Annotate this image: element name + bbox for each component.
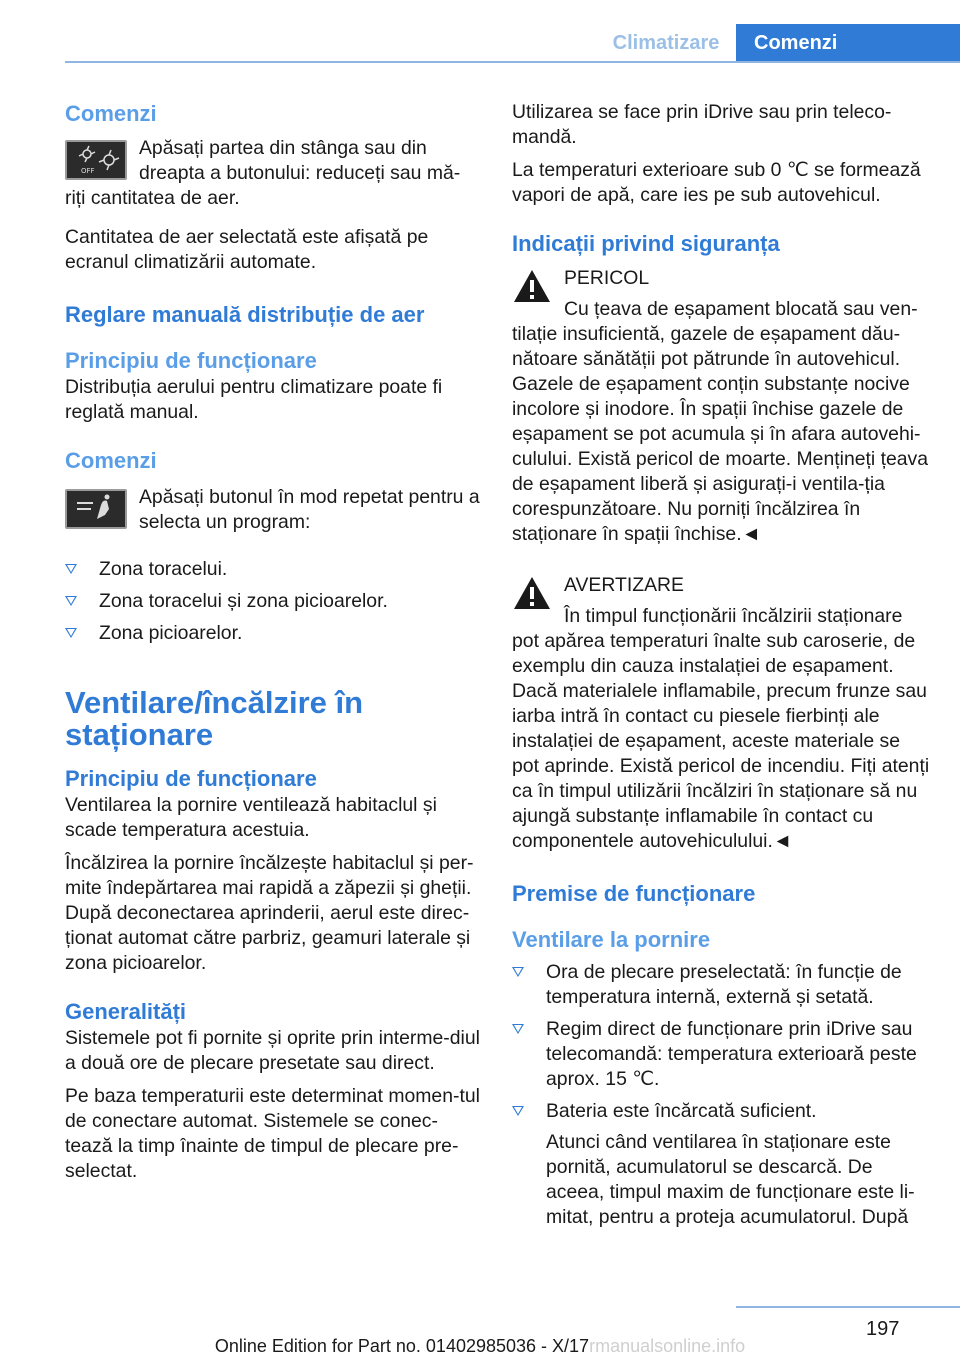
heading-comenzi-1: Comenzi (65, 101, 157, 126)
right-column (512, 100, 930, 1237)
bullet-triangle-icon (512, 967, 524, 977)
bullet-triangle-icon (65, 628, 77, 638)
utilizare-text-2: La temperaturi exterioare sub 0 ℃ se formează vapori de apă, care ies pe sub autovehicul. (512, 159, 921, 206)
section-tab[interactable]: Climatizare (612, 32, 720, 54)
ventilare-text-2: Încălzirea la pornire încălzește habitaclul și per-mite îndepărtarea mai rapidă a zăpezii și gheții. După deconectarea aprinderii, aerul este direc-ționat automat către parbriz, geamuri laterale și zona picioarelor. (65, 852, 474, 974)
warning-title: AVERTIZARE (564, 574, 684, 596)
heading-principiu-1: Principiu de funcționare (65, 348, 317, 373)
watermark: rmanualsonline.info (589, 1336, 746, 1356)
active-tab[interactable]: Comenzi (736, 24, 960, 62)
danger-title: PERICOL (564, 267, 650, 289)
warning-notice (512, 573, 930, 854)
edition-text: Online Edition for Part no. 01402985036 - X/17 (214, 1336, 590, 1356)
heading-reglare: Reglare manuală distribuție de aer (65, 302, 425, 327)
heading-principiu-2: Principiu de funcționare (65, 766, 317, 791)
air-distribution-button-icon (65, 489, 127, 529)
bullet-triangle-icon (65, 564, 77, 574)
list-item: Zona picioarelor. (65, 621, 480, 646)
left-column (65, 100, 480, 1184)
air-amount-block (65, 136, 480, 211)
warning-triangle-icon (512, 575, 552, 611)
heading-ventilare: Ventilare/încălzire în staționare (65, 685, 364, 752)
heading-ventilare-pornire: Ventilare la pornire (512, 927, 711, 952)
distribution-list (65, 557, 480, 646)
header-rule (65, 61, 960, 63)
warning-triangle-icon (512, 268, 552, 304)
cantitate-text: Cantitatea de aer selectată este afișată pe ecranul climatizării automate. (65, 226, 429, 273)
generalitati-text-1: Sistemele pot fi pornite și oprite prin interme-diul a două ore de plecare presetate sau direct. (65, 1027, 480, 1074)
comenzi-1-text: Apăsați partea din stânga sau din dreapta a butonului: reduceți sau mă-riți cantitatea de aer. (65, 137, 461, 209)
danger-notice (512, 266, 930, 547)
list-item: Regim direct de funcționare prin iDrive sau telecomandă: temperatura exterioară peste aprox. 15 ℃. (512, 1017, 930, 1092)
footer-rule (736, 1306, 960, 1308)
svg-text:OFF: OFF (81, 167, 95, 175)
bullet-triangle-icon (512, 1024, 524, 1034)
heading-siguranta: Indicații privind siguranța (512, 231, 780, 256)
bullet-triangle-icon (65, 596, 77, 606)
heading-comenzi-2: Comenzi (65, 448, 157, 473)
bullet-triangle-icon (512, 1106, 524, 1116)
baterie-text: Atunci când ventilarea în staționare este pornită, acumulatorul se descarcă. De aceea, timpul maxim de funcționare este li-mitat, pentru a proteja acumulatorul. După (546, 1131, 915, 1228)
edition-footer (0, 1336, 960, 1357)
list-item: Zona toracelui. (65, 557, 480, 582)
page-header (0, 0, 960, 62)
ventilare-text-1: Ventilarea la pornire ventilează habitaclul și scade temperatura acestuia. (65, 794, 437, 841)
utilizare-text-1: Utilizarea se face prin iDrive sau prin teleco-mandă. (512, 101, 892, 148)
comenzi-2-text: Apăsați butonul în mod repetat pentru a selecta un program: (139, 486, 480, 533)
premise-list (512, 960, 930, 1230)
generalitati-text-2: Pe baza temperaturii este determinat momen-tul de conectare automat. Sistemele se conec-tează la timp înainte de timpul de plecare pre-selectat. (65, 1085, 480, 1182)
danger-text: Cu țeava de eșapament blocată sau ven-tilație insuficientă, gazele de eșapament dău-nătoare sănătății pot pătrunde în autovehicul. Gazele de eșapament conțin substanțe nocive incolore și inodore. În spații închise gazele de eșapament se pot acumula și în afara autovehi-culului. Există pericol de moarte. Mențineți țeava de eșapament liberă și asigurați-i ventila-ția corespunzătoare. Nu porniți încălzirea în staționare în spații închise.◄ (512, 298, 929, 545)
warning-text: În timpul funcționării încălzirii staționare pot apărea temperaturi înalte sub caroserie, de exemplu din cauza instalației de eșapament. Dacă materialele inflamabile, precum frunze sau iarba intră în contact cu piesele fierbinți ale instalației de eșapament, aceste materiale se pot aprinde. Există pericol de incendiu. Fiți atenți ca în timpul utilizării încălziri în staționare să nu ajungă substanțe inflamabile în contact cu componentele autovehiculului.◄ (512, 605, 930, 852)
list-item: Zona toracelui și zona picioarelor. (65, 589, 480, 614)
heading-generalitati: Generalități (65, 999, 187, 1024)
list-item: Bateria este încărcată suficient. Atunci când ventilarea în staționare este pornită, acumulatorul se descarcă. De aceea, timpul maxim de funcționare este li-mitat, pentru a proteja acumulatorul. După (512, 1099, 930, 1230)
heading-premise: Premise de funcționare (512, 881, 756, 906)
page-number: 197 (866, 1318, 900, 1340)
list-item: Ora de plecare preselectată: în funcție de temperatura internă, externă și setată. (512, 960, 930, 1010)
fan-button-icon (65, 140, 127, 180)
principiu-1-text: Distribuția aerului pentru climatizare poate fi reglată manual. (65, 376, 443, 423)
air-distribution-block (65, 485, 480, 535)
